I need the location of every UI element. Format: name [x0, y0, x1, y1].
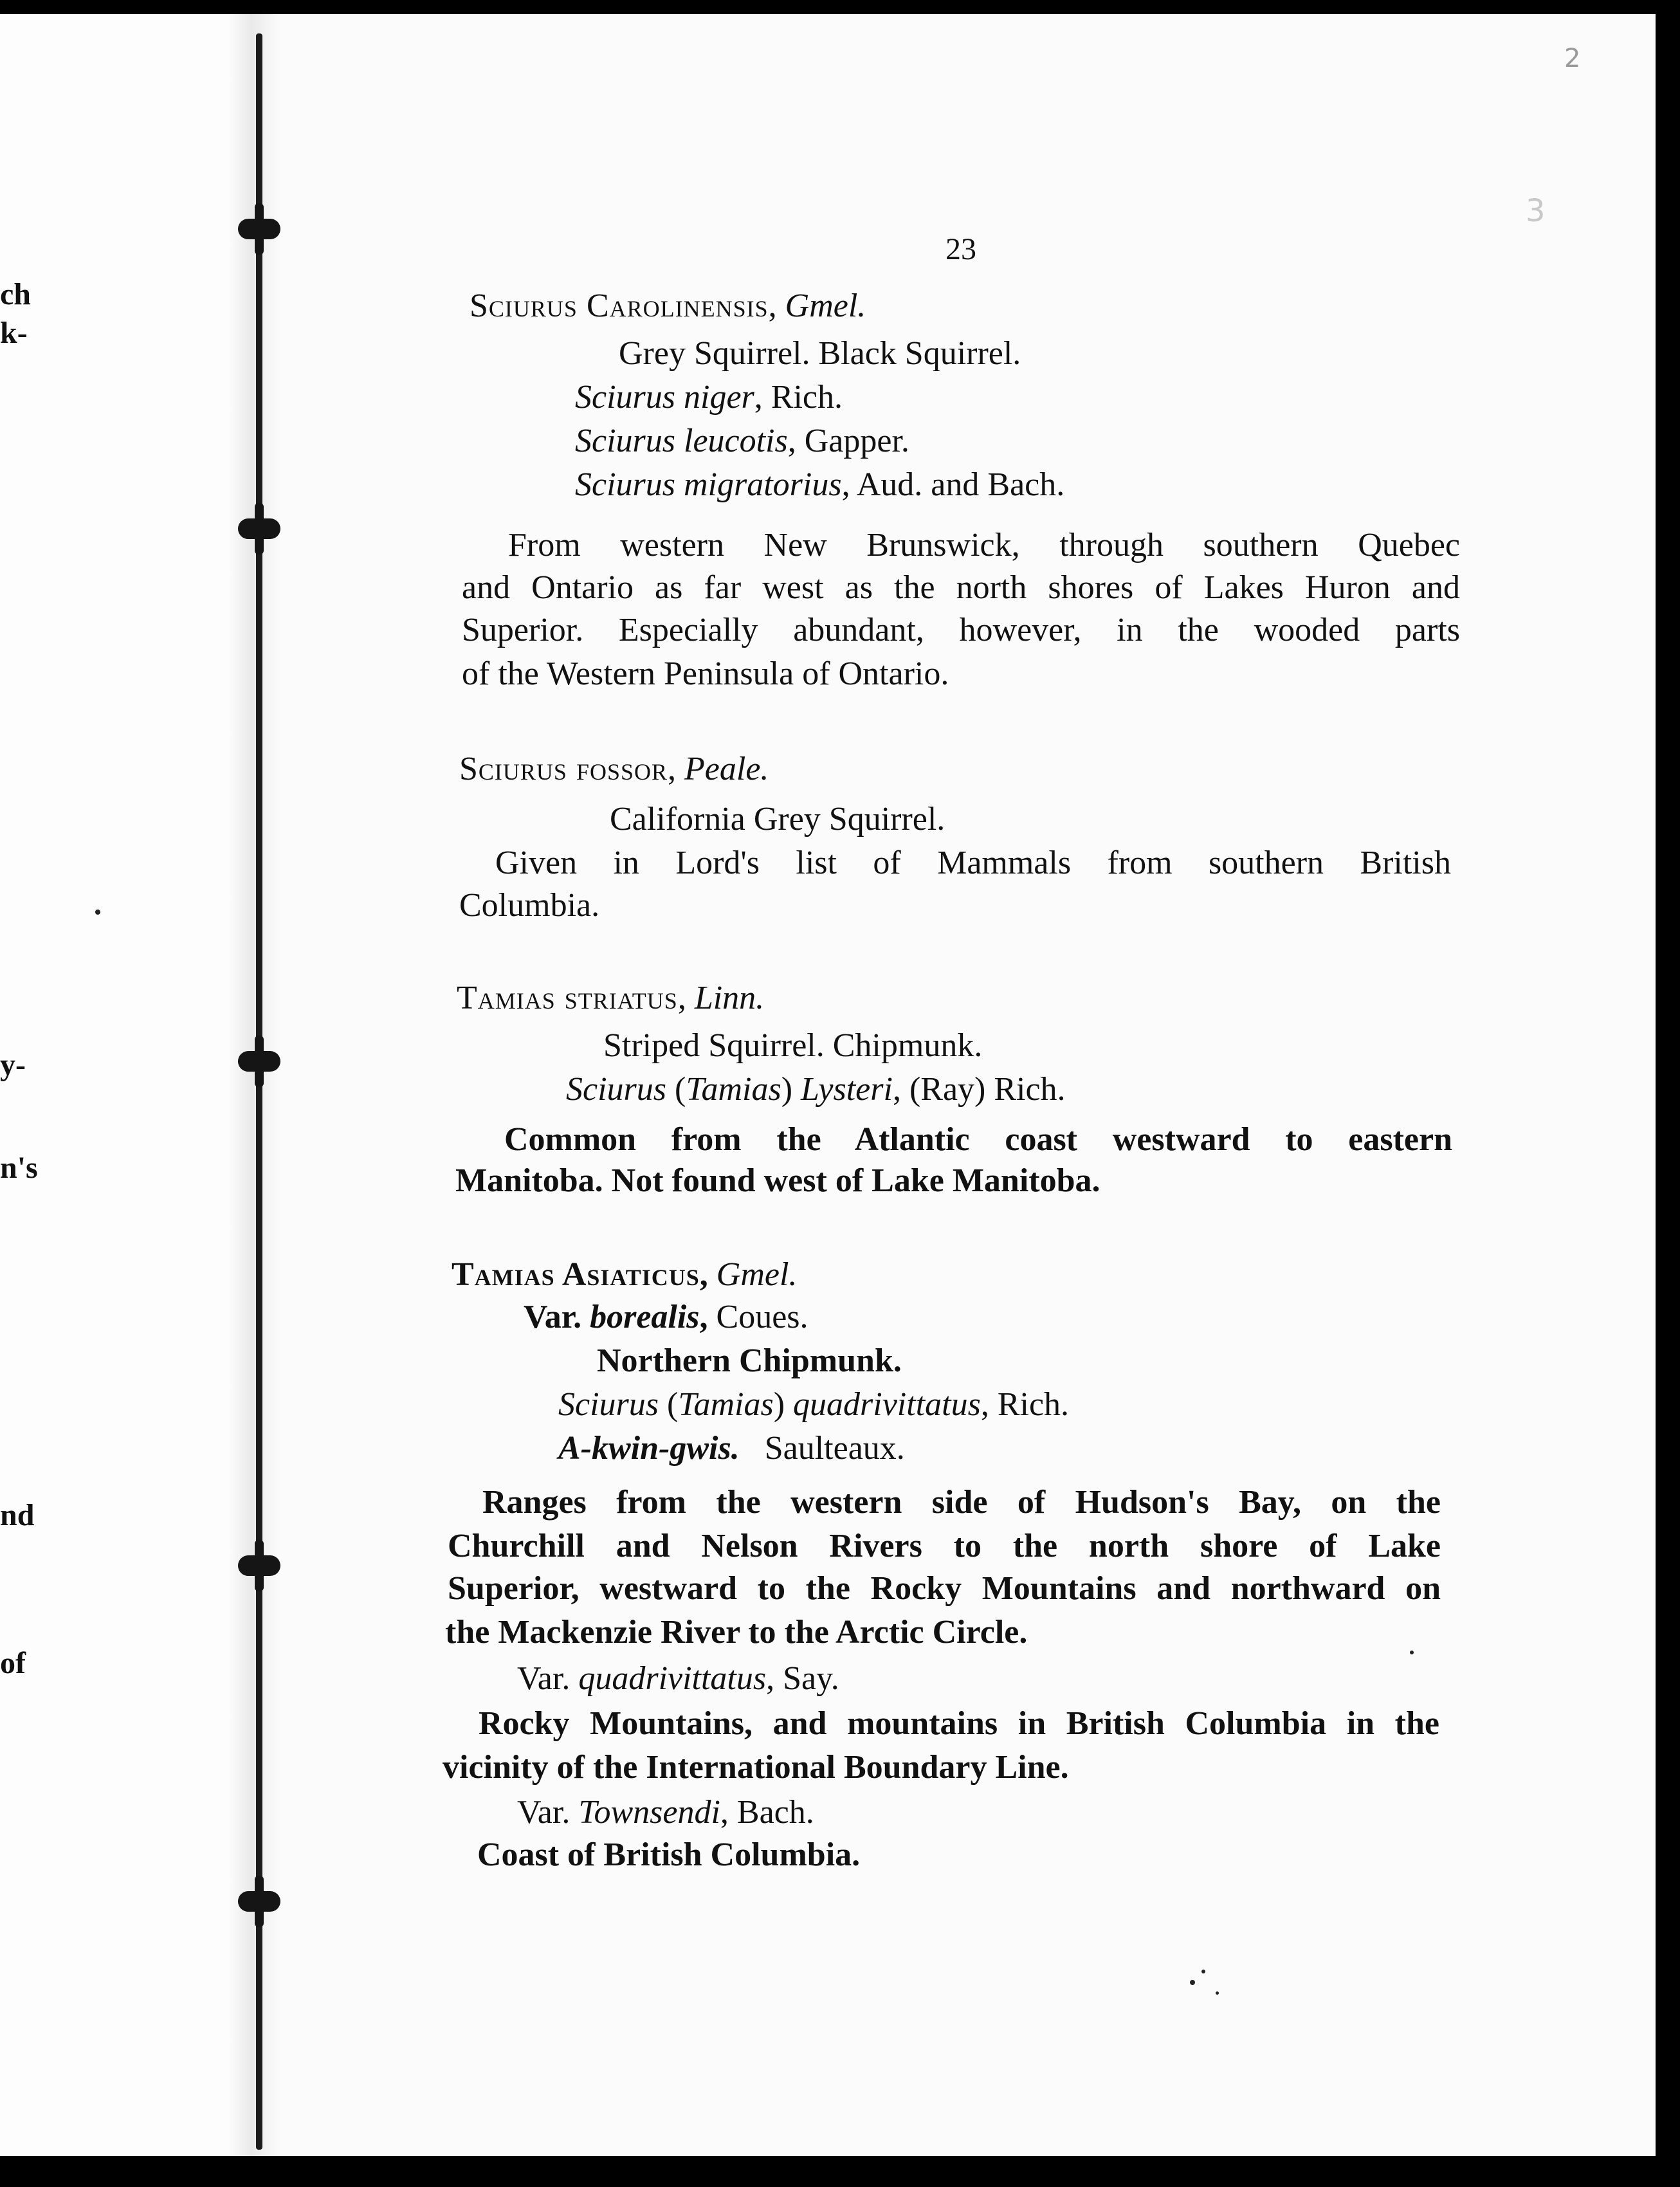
scan-border	[1656, 0, 1680, 2187]
binding-stitch	[238, 518, 280, 539]
entry-heading: Sciurus fossor, Peale.	[459, 751, 769, 787]
pencil-mark: 2	[1564, 44, 1581, 73]
species-name: Sciurus Carolinensis	[470, 288, 769, 324]
range-text: Columbia.	[459, 887, 600, 924]
range-text: Coast of British Columbia.	[477, 1836, 861, 1873]
entry-heading: Tamias Asiaticus, Gmel.	[452, 1256, 798, 1293]
range-text: Manitoba. Not found west of Lake Manitoba.	[455, 1162, 1100, 1199]
speck	[1190, 1980, 1195, 1985]
range-text: vicinity of the International Boundary Line.	[443, 1749, 1069, 1786]
species-name: Tamias striatus	[457, 980, 678, 1016]
authority: Linn.	[694, 980, 765, 1016]
authority: Gmel.	[785, 288, 866, 324]
variety: Var. Townsendi, Bach.	[517, 1794, 814, 1831]
synonym: Sciurus migratorius, Aud. and Bach.	[575, 466, 1065, 503]
common-names: Northern Chipmunk.	[597, 1342, 902, 1379]
speck	[1201, 1970, 1205, 1973]
speck	[1410, 1651, 1414, 1654]
range-text: Rocky Mountains, and mountains in British Columbia in the	[479, 1705, 1439, 1742]
scanned-page	[0, 14, 1656, 2156]
binding-thread	[256, 33, 262, 2150]
synonym: Sciurus leucotis, Gapper.	[575, 423, 909, 459]
species-name: Sciurus fossor	[459, 751, 668, 787]
speck	[95, 910, 100, 915]
variety: Var. borealis, Coues.	[524, 1299, 808, 1335]
range-text: Common from the Atlantic coast westward to eastern	[504, 1121, 1452, 1158]
authority: Peale.	[684, 751, 769, 787]
page-number: 23	[945, 232, 976, 266]
common-names: Striped Squirrel. Chipmunk.	[603, 1027, 983, 1064]
left-fragment: ch	[0, 277, 31, 311]
binding-stitch	[238, 1891, 280, 1912]
range-text: and Ontario as far west as the north shores of Lakes Huron and	[462, 569, 1460, 606]
binding-stitch	[238, 219, 280, 239]
range-text: Superior, westward to the Rocky Mountains and northward on	[448, 1570, 1441, 1607]
range-text: the Mackenzie River to the Arctic Circle.	[445, 1614, 1028, 1651]
common-names: California Grey Squirrel.	[610, 801, 945, 837]
left-fragment: nd	[0, 1498, 35, 1532]
synonym: Sciurus (Tamias) Lysteri, (Ray) Rich.	[566, 1071, 1066, 1108]
pencil-mark: 3	[1526, 193, 1546, 229]
left-fragment: n's	[0, 1151, 38, 1185]
species-name: Tamias Asiaticus	[452, 1256, 700, 1293]
synonym: Sciurus (Tamias) quadrivittatus, Rich.	[558, 1386, 1070, 1423]
left-fragment: y-	[0, 1048, 26, 1082]
range-text: Churchill and Nelson Rivers to the north shore of Lake	[448, 1528, 1441, 1564]
range-text: From western New Brunswick, through southern Quebec	[508, 527, 1460, 563]
gutter-shadow	[228, 14, 280, 2156]
native-name: A-kwin-gwis. Saulteaux.	[558, 1430, 905, 1467]
binding-stitch	[238, 1555, 280, 1576]
synonym: Sciurus niger, Rich.	[575, 379, 843, 416]
range-text: Ranges from the western side of Hudson's Bay, on the	[482, 1484, 1441, 1521]
left-page-edge	[0, 14, 251, 2156]
speck	[1216, 1991, 1219, 1995]
range-text: Superior. Especially abundant, however, in the wooded parts	[462, 612, 1460, 648]
left-fragment: k-	[0, 316, 28, 350]
binding-stitch	[238, 1051, 280, 1072]
range-text: of the Western Peninsula of Ontario.	[462, 655, 949, 692]
entry-heading: Tamias striatus, Linn.	[457, 980, 765, 1016]
entry-heading: Sciurus Carolinensis, Gmel.	[470, 288, 866, 324]
common-names: Grey Squirrel. Black Squirrel.	[619, 335, 1021, 372]
range-text: Given in Lord's list of Mammals from southern British	[495, 845, 1451, 881]
variety: Var. quadrivittatus, Say.	[517, 1660, 839, 1697]
authority: Gmel.	[716, 1256, 798, 1293]
left-fragment: of	[0, 1646, 26, 1680]
